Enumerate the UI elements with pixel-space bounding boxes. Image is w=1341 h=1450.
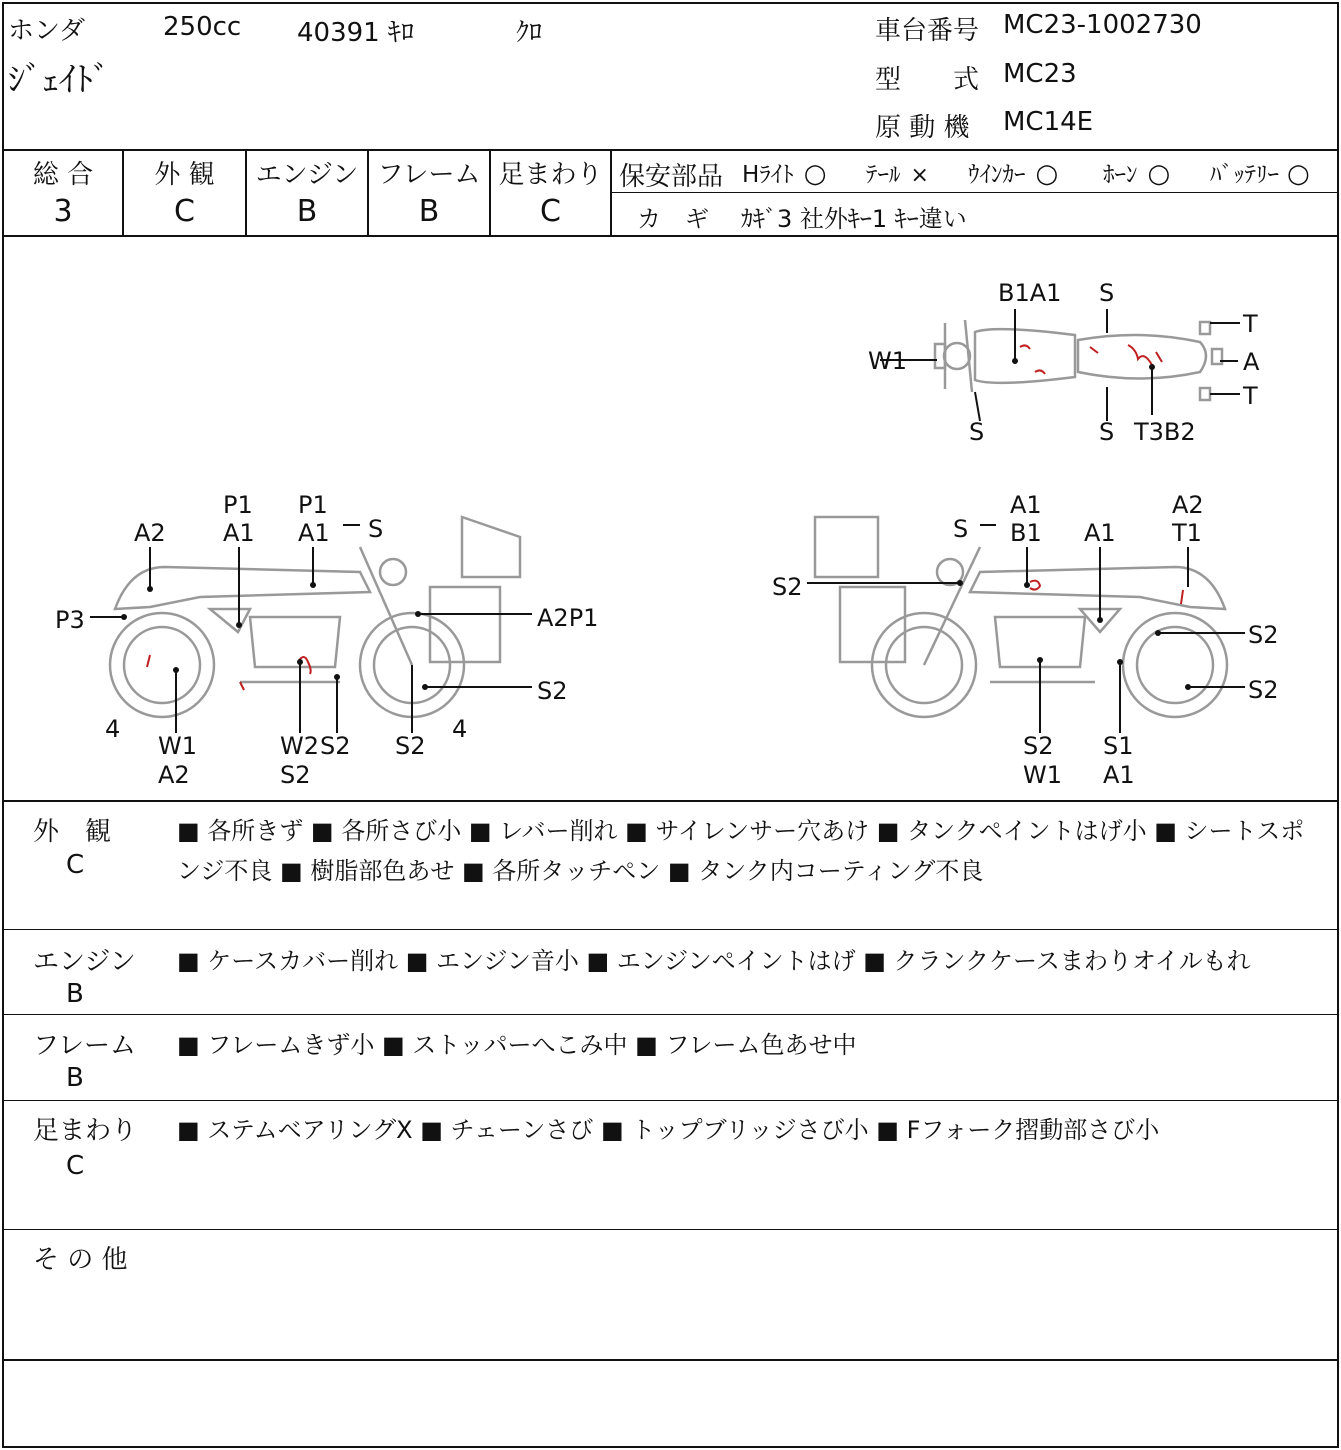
grade-suspension-label: 足まわり: [498, 160, 603, 190]
rule-engine: [2, 1014, 1339, 1015]
section-frame-line: ■ フレームきず小 ■ ストッパーへこみ中 ■ フレーム色あせ中: [177, 1031, 857, 1059]
rule-appearance: [2, 929, 1339, 930]
label-s2: S2: [772, 573, 803, 601]
type-value: MC23: [1003, 59, 1077, 89]
section-suspension-label: 足まわり: [33, 1116, 138, 1146]
label-a1: A1: [223, 519, 255, 547]
label-t: T: [1243, 382, 1258, 410]
section-appearance-line: ンジ不良 ■ 樹脂部色あせ ■ 各所タッチペン ■ タンク内コーティング不良: [177, 857, 984, 885]
grade-engine-label: エンジン: [255, 160, 359, 190]
safety-winker: ｳｲﾝｶｰ ○: [968, 159, 1059, 189]
safety-tail: ﾃｰﾙ ×: [866, 162, 929, 188]
safety-horn: ﾎｰﾝ ○: [1103, 159, 1171, 189]
section-appearance-label: 外 観: [33, 817, 112, 847]
label-a2: A2: [158, 761, 190, 789]
label-b1: B1: [1010, 519, 1042, 547]
label-s: S: [368, 515, 384, 543]
border-top: [2, 2, 1339, 4]
label-w1: W1: [1023, 761, 1062, 789]
label-s2: S2: [1248, 676, 1279, 704]
label-s2: S2: [537, 677, 568, 705]
section-engine-line: ■ ケースカバー削れ ■ エンジン音小 ■ エンジンペイントはげ ■ クランクケースまわりオイルもれ: [177, 947, 1251, 975]
maker: ホンダ: [8, 16, 85, 46]
grade-total-label: 総 合: [32, 160, 94, 190]
label-p1: P1: [223, 491, 253, 519]
label-t3b2: T3B2: [1134, 418, 1196, 446]
section-engine-label: エンジン: [33, 947, 136, 977]
engine-value: MC14E: [1003, 107, 1094, 137]
label-t: T: [1243, 310, 1258, 338]
grade-frame-label: フレーム: [377, 160, 481, 190]
section-suspension-line: ■ ステムベアリングX ■ チェーンさび ■ トップブリッジさび小 ■ Fフォーク摺動部さび小: [177, 1116, 1160, 1144]
grade-engine-value: B: [296, 194, 318, 229]
label-s: S: [969, 418, 985, 446]
label-s2: S2: [1023, 732, 1054, 760]
condition-diagram: [0, 237, 1341, 800]
right-side-bike: [815, 517, 1227, 717]
label-s2: S2: [395, 732, 426, 760]
type-label: 型 式: [875, 65, 980, 95]
label-w1: W1: [868, 347, 907, 375]
engine-label: 原 動 機: [875, 113, 970, 143]
label-a1: A1: [1084, 519, 1116, 547]
color: ｸﾛ: [516, 18, 543, 48]
grade-divider: [610, 149, 612, 237]
section-engine-grade: B: [66, 979, 84, 1009]
border-bottom: [2, 1446, 1339, 1448]
grade-appearance-label: 外 観: [154, 160, 215, 190]
rule-header: [2, 149, 1339, 151]
rule-other: [2, 1359, 1339, 1361]
left-side-damage-marks: [147, 655, 311, 690]
label-a: A: [1243, 348, 1260, 376]
mileage: 40391 ｷﾛ: [297, 18, 414, 48]
top-view-damage-marks: [1020, 345, 1162, 374]
rule-diagram: [2, 800, 1339, 802]
safety-battery: ﾊﾞｯﾃﾘｰ ○: [1210, 159, 1310, 189]
grade-total-value: 3: [53, 194, 73, 229]
label-s: S: [1099, 418, 1115, 446]
label-s2: S2: [1248, 621, 1279, 649]
top-view-labels: [868, 279, 1260, 446]
label-4: 4: [105, 715, 121, 743]
rule-frame: [2, 1100, 1339, 1101]
frame-no: MC23-1002730: [1003, 10, 1202, 40]
label-s1: S1: [1103, 732, 1134, 760]
label-s2: S2: [320, 732, 351, 760]
section-other-label: そ の 他: [33, 1245, 128, 1275]
key-label: カ ギ: [637, 205, 709, 233]
label-s2: S2: [280, 761, 311, 789]
label-a2: A2: [134, 519, 166, 547]
label-a2: A2: [1172, 491, 1204, 519]
top-view-bike: [935, 320, 1222, 400]
safety-headlight: Hﾗｲﾄ ○: [742, 159, 827, 189]
model-name: ｼﾞｪｲﾄﾞ: [8, 60, 110, 100]
label-p3: P3: [55, 606, 85, 634]
section-frame-label: フレーム: [33, 1031, 136, 1061]
section-suspension-grade: C: [66, 1151, 85, 1181]
label-w1: W1: [158, 732, 197, 760]
key-value: ｶｷﾞ3 社外ｷｰ1 ｷｰ違い: [741, 205, 967, 233]
section-appearance-line: ■ 各所きず ■ 各所さび小 ■ レバー削れ ■ サイレンサー穴あけ ■ タンクペイントはげ小 ■ シートスポ: [177, 817, 1305, 845]
label-a1: A1: [1103, 761, 1135, 789]
label-b1a1: B1A1: [998, 279, 1062, 307]
section-appearance-grade: C: [66, 850, 85, 880]
label-a2p1: A2P1: [537, 604, 599, 632]
safety-label: 保安部品: [619, 162, 724, 192]
label-p1: P1: [298, 491, 328, 519]
section-frame-grade: B: [66, 1063, 84, 1093]
label-a1: A1: [1010, 491, 1042, 519]
grade-appearance-value: C: [174, 194, 195, 229]
label-s: S: [953, 515, 969, 543]
label-a1: A1: [298, 519, 330, 547]
rule-suspension: [2, 1229, 1339, 1230]
label-t1: T1: [1172, 519, 1202, 547]
frame-no-label: 車台番号: [875, 16, 980, 46]
label-w2: W2: [280, 732, 319, 760]
grade-frame-value: B: [418, 194, 440, 229]
label-4: 4: [452, 715, 468, 743]
grade-suspension-value: C: [540, 194, 561, 229]
label-s: S: [1099, 279, 1115, 307]
displacement: 250cc: [163, 12, 242, 42]
